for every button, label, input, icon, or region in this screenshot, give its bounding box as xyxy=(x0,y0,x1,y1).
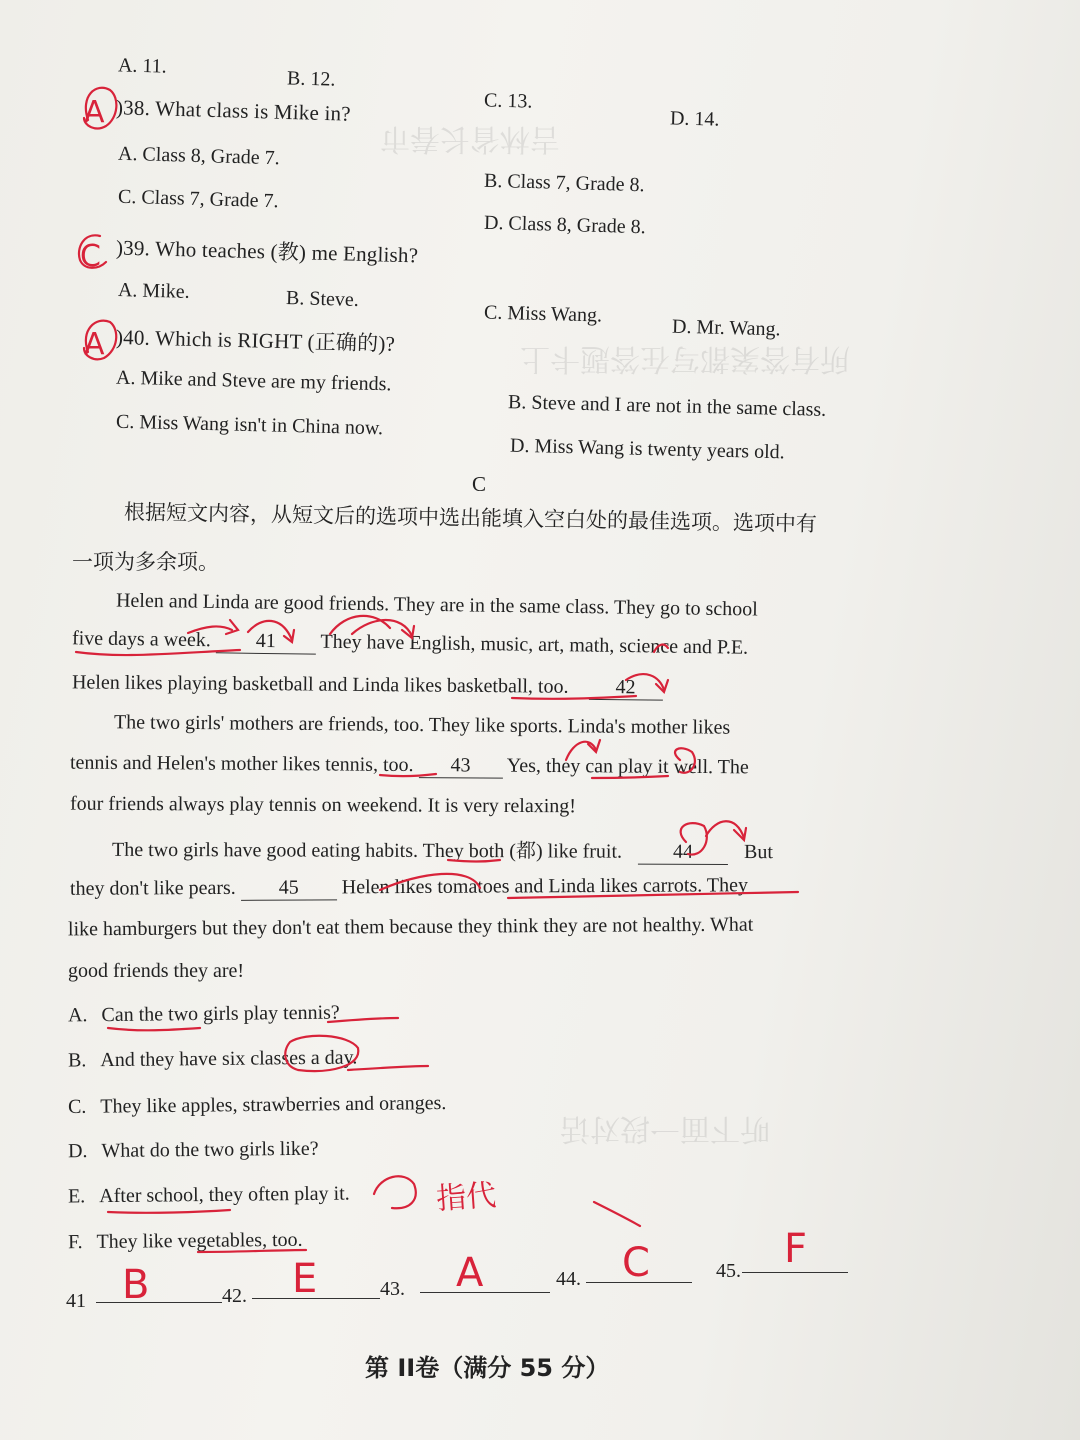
answer-blank-45 xyxy=(742,1272,848,1273)
passage-line-9: like hamburgers but they don't eat them because they think they are not healthy. What xyxy=(67,913,754,941)
q40-question: )40. Which is RIGHT (正确的)? xyxy=(115,325,396,356)
answer-label-44: 44. xyxy=(556,1268,581,1290)
q40-option-d: D. Miss Wang is twenty years old. xyxy=(509,434,785,464)
option-text: And they have six classes a day. xyxy=(100,1046,358,1072)
blank-42: 42 xyxy=(588,676,662,701)
option-text: They like apples, strawberries and oranges. xyxy=(100,1092,447,1118)
answer-43: A xyxy=(456,1250,484,1296)
q40-option-c: C. Miss Wang isn't in China now. xyxy=(115,410,384,440)
q40-option-a: A. Mike and Steve are my friends. xyxy=(115,366,392,396)
bleed-through-text: 听下面一段对话 xyxy=(560,1111,770,1146)
passage-line-2: five days a week. 41 They have English, music, art, math, science and P.E. xyxy=(71,627,749,659)
q40-option-b: B. Steve and I are not in the same class. xyxy=(507,391,827,421)
bleed-through-text: 吉林省长春市 xyxy=(380,121,560,156)
section-instructions-line1: 根据短文内容，从短文后的选项中选出能填入空白处的最佳选项。选项中有 xyxy=(123,499,818,537)
option-e xyxy=(68,1183,350,1209)
option-letter: F. xyxy=(67,1231,83,1254)
ink-underline xyxy=(108,1028,200,1030)
q39-option-d: D. Mr. Wang. xyxy=(671,315,781,341)
option-text: Can the two girls play tennis? xyxy=(101,1001,340,1027)
ink-arrowhead xyxy=(588,740,600,752)
answer-label-42: 42. xyxy=(222,1285,247,1307)
option-text: After school, they often play it. xyxy=(99,1182,350,1208)
answer-mark-40: A xyxy=(84,327,105,362)
passage-line-10: good friends they are! xyxy=(68,960,245,982)
answer-blank-41 xyxy=(96,1302,222,1303)
blank-41: 41 xyxy=(216,629,316,654)
passage-line-4: The two girls' mothers are friends, too. They like sports. Linda's mother likes xyxy=(113,711,731,739)
option-text: They like vegetables, too. xyxy=(96,1228,303,1253)
q38-option-d: D. Class 8, Grade 8. xyxy=(483,211,646,239)
answer-mark-39: C xyxy=(80,239,101,274)
blank-43: 43 xyxy=(418,754,502,779)
answer-42: E xyxy=(292,1256,318,1302)
ink-underline xyxy=(348,1066,428,1070)
q38-option-b: B. Class 7, Grade 8. xyxy=(483,169,645,197)
option-d xyxy=(68,1138,319,1164)
section-footer-title: 第 II卷（满分 55 分） xyxy=(365,1354,610,1382)
bleed-through-text: 所有答案都写在答题卡上 xyxy=(520,341,850,376)
option-letter: D. xyxy=(67,1140,88,1163)
q37-option-d: D. 14. xyxy=(669,107,720,131)
q37-option-c: C. 13. xyxy=(483,89,533,113)
passage-line-3: Helen likes playing basketball and Linda likes basketball, too. 42 xyxy=(72,671,663,700)
option-a xyxy=(68,1002,340,1028)
q39-option-b: B. Steve. xyxy=(285,287,360,311)
q39-option-c: C. Miss Wang. xyxy=(483,301,603,327)
answer-blank-43 xyxy=(420,1292,550,1293)
option-letter: C. xyxy=(67,1095,87,1118)
q39-option-a: A. Mike. xyxy=(117,279,190,303)
q39-question: )39. Who teaches (教) me English? xyxy=(115,235,419,268)
option-letter: E. xyxy=(67,1185,86,1208)
answer-label-43: 43. xyxy=(380,1278,405,1300)
option-letter: B. xyxy=(67,1049,87,1072)
answer-44: C xyxy=(622,1240,650,1286)
ink-circle xyxy=(374,1176,416,1208)
passage-line-5: tennis and Helen's mother likes tennis, too. 43 Yes, they can play it well. The xyxy=(69,751,749,779)
q38-question: )38. What class is Mike in? xyxy=(115,95,352,126)
q37-option-a: A. 11. xyxy=(117,54,167,78)
option-c xyxy=(68,1092,447,1119)
section-instructions-line2: 一项为多余项。 xyxy=(72,550,219,574)
answer-label-41: 41 xyxy=(66,1290,86,1312)
q37-option-b: B. 12. xyxy=(286,67,336,91)
answer-mark-38: A xyxy=(84,95,105,130)
q38-option-a: A. Class 8, Grade 7. xyxy=(117,142,280,170)
blank-44: 44 xyxy=(638,841,728,865)
ink-underline xyxy=(108,1210,230,1213)
option-b xyxy=(68,1046,358,1072)
passage-line-8: they don't like pears. 45 Helen likes tomatoes and Linda likes carrots. They xyxy=(69,874,749,900)
option-letter: A. xyxy=(67,1004,88,1027)
option-text: What do the two girls like? xyxy=(101,1137,319,1162)
handwritten-note-daizhi: 指代 xyxy=(435,1177,498,1218)
blank-45: 45 xyxy=(241,876,337,901)
passage-line-7: The two girls have good eating habits. They both (都) like fruit. 44 But xyxy=(111,838,774,864)
ink-stray-stroke xyxy=(594,1202,640,1226)
answer-45: F xyxy=(784,1226,808,1272)
q38-option-c: C. Class 7, Grade 7. xyxy=(117,185,279,213)
answer-label-45: 45. xyxy=(716,1260,741,1282)
section-letter: C xyxy=(472,472,487,496)
passage-line-1: Helen and Linda are good friends. They are in the same class. They go to school xyxy=(115,589,758,621)
passage-line-6: four friends always play tennis on weekend. It is very relaxing! xyxy=(69,792,577,818)
answer-41: B xyxy=(122,1262,150,1308)
option-f xyxy=(68,1229,303,1254)
